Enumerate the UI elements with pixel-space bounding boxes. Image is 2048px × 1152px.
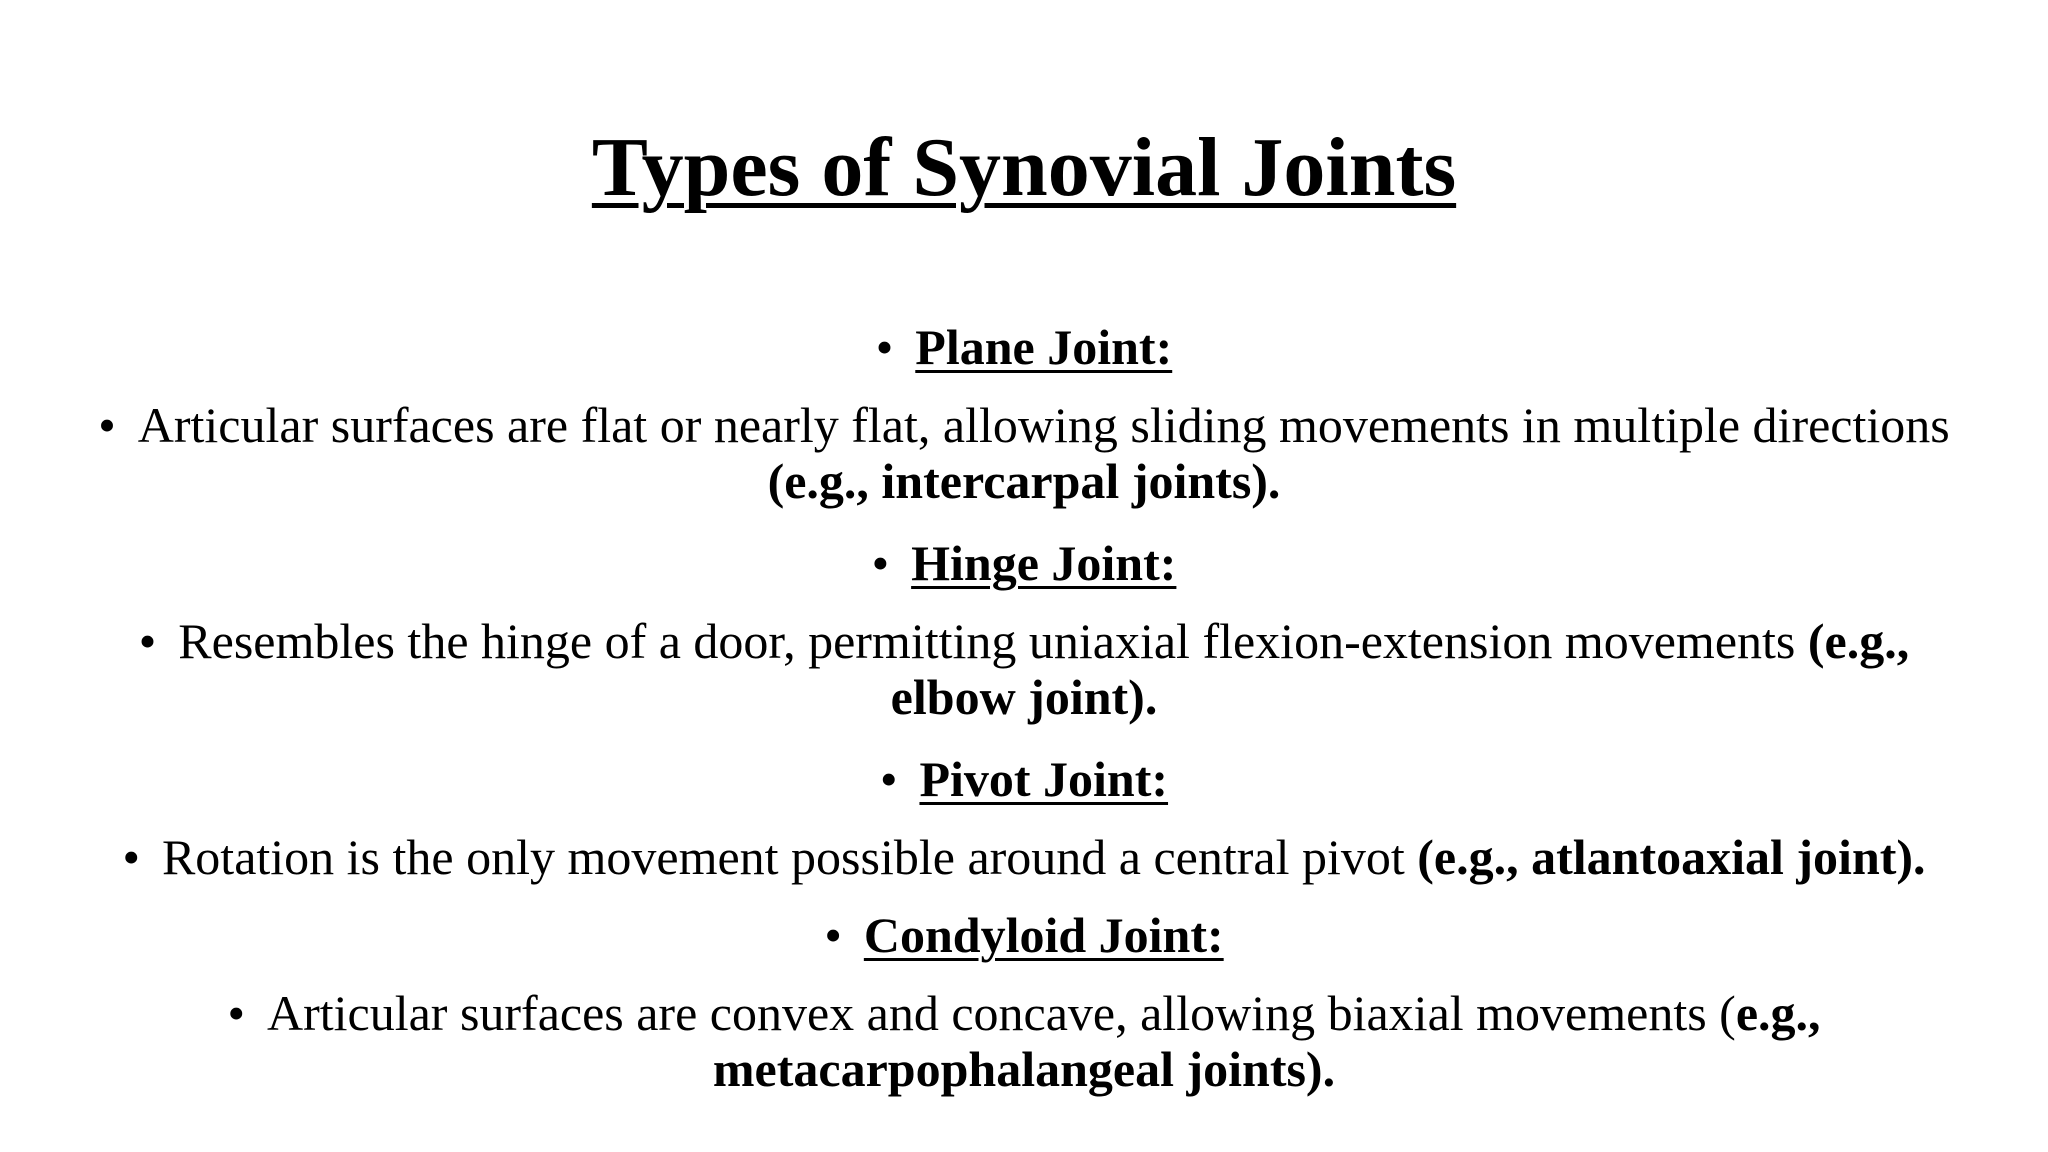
bullet-icon: • — [879, 751, 898, 807]
desc-text: Articular surfaces are flat or nearly flat, allowing sliding movements in multiple directions — [137, 397, 1950, 453]
slide-title: Types of Synovial Joints — [591, 121, 1457, 214]
desc-text: Articular surfaces are convex and concave, allowing biaxial movements ( — [266, 985, 1736, 1041]
desc-pivot-joint-line1 — [0, 828, 2048, 886]
heading-text: Hinge Joint: — [911, 535, 1177, 591]
example-text: e.g., — [1735, 985, 1821, 1041]
desc-text: Rotation is the only movement possible around a central pivot — [161, 829, 1418, 885]
example-text: (e.g., — [1807, 613, 1910, 669]
bullet-icon: • — [227, 985, 245, 1041]
desc-plane-joint-line2 — [0, 452, 2048, 510]
example-text: metacarpophalangeal joints). — [712, 1041, 1336, 1097]
bullet-icon: • — [824, 907, 842, 963]
desc-condyloid-joint-line1 — [0, 984, 2048, 1042]
bullet-icon: • — [138, 613, 157, 669]
example-text: (e.g., intercarpal joints). — [767, 453, 1281, 509]
desc-hinge-joint-line1 — [0, 612, 2048, 670]
bullet-icon: • — [871, 535, 890, 591]
bullet-icon: • — [875, 319, 894, 375]
bullet-icon: • — [98, 397, 116, 453]
desc-text: Resembles the hinge of a door, permitting uniaxial flexion-extension movements — [178, 613, 1808, 669]
heading-text: Plane Joint: — [915, 319, 1173, 375]
heading-text: Condyloid Joint: — [863, 907, 1224, 963]
heading-pivot-joint — [0, 750, 2048, 808]
bullet-icon: • — [122, 829, 140, 885]
heading-condyloid-joint — [0, 906, 2048, 964]
desc-hinge-joint-line2 — [0, 668, 2048, 726]
heading-text: Pivot Joint: — [919, 751, 1169, 807]
heading-hinge-joint — [0, 534, 2048, 592]
heading-plane-joint — [0, 318, 2048, 376]
example-text: elbow joint). — [890, 669, 1158, 725]
example-text: (e.g., atlantoaxial joint). — [1417, 829, 1926, 885]
desc-condyloid-joint-line2 — [0, 1040, 2048, 1098]
desc-plane-joint-line1 — [0, 396, 2048, 454]
